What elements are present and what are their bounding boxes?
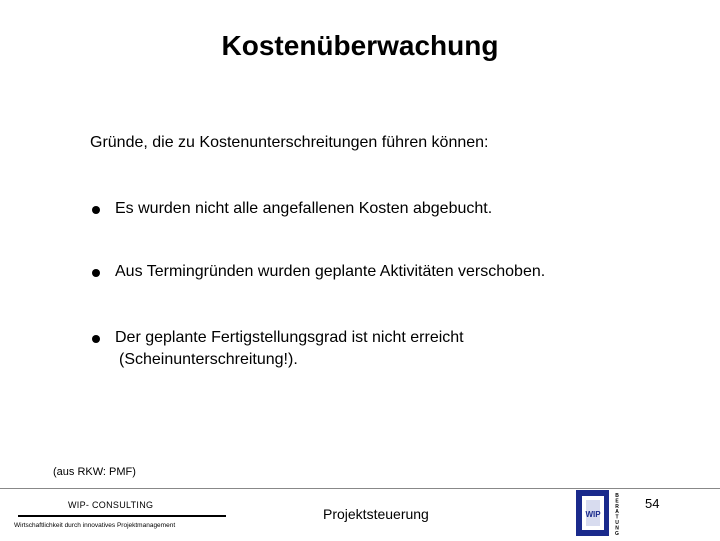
wip-logo (576, 490, 624, 536)
slide-title: Kostenüberwachung (221, 30, 499, 61)
bullet-dot-icon (92, 335, 100, 343)
logo-letter: B (615, 493, 619, 499)
footer-center-title: Projektsteuerung (323, 506, 429, 522)
bullet-text (115, 327, 635, 371)
logo-letter: T (615, 514, 619, 521)
bullet-text-line2: (Scheinunterschreitung!). (119, 351, 298, 368)
source-note: (aus RKW: PMF) (53, 466, 136, 478)
logo-letter: U (615, 520, 619, 526)
logo-letter: A (615, 509, 619, 516)
bullet-item (92, 327, 635, 371)
footer-tagline: Wirtschaftlichkeit durch innovatives Projektmanagement (14, 522, 176, 529)
logo-letter: G (615, 530, 619, 536)
bullet-item (92, 261, 635, 283)
footer-company: WIP- CONSULTING (68, 500, 154, 510)
bullet-item (92, 198, 635, 220)
logo-wip-text: WIP (585, 510, 601, 519)
logo-letter: N (615, 525, 619, 532)
bullet-dot-icon (92, 269, 100, 277)
footer-company-bar (18, 515, 226, 517)
bullet-dot-icon (92, 206, 100, 214)
intro-text: Gründe, die zu Kostenunterschreitungen führen können: (90, 134, 489, 151)
logo-letter: R (615, 503, 619, 510)
bullet-text: Aus Termingründen wurden geplante Aktivitäten verschoben. (115, 263, 546, 280)
footer-divider (0, 488, 720, 489)
logo-letter: E (615, 498, 619, 505)
bullet-text: Es wurden nicht alle angefallenen Kosten abgebucht. (115, 200, 493, 217)
bullet-text-line1: Der geplante Fertigstellungsgrad ist nicht erreicht (115, 329, 464, 346)
page-number: 54 (645, 496, 660, 511)
